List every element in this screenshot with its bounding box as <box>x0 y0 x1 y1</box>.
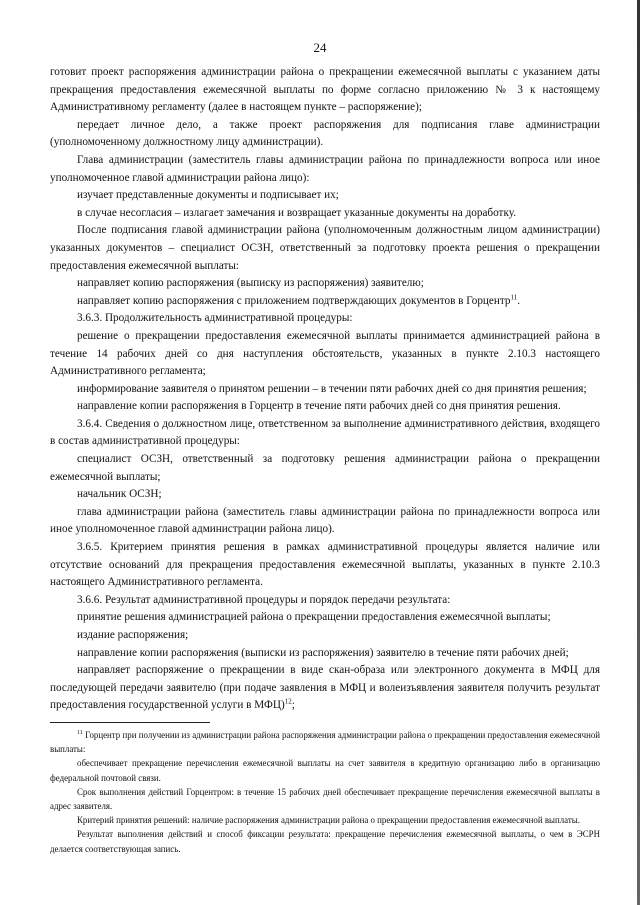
paragraph: 3.6.5. Критерием принятия решения в рамках административной процедуры является наличие или отсутствие оснований для прекращения предоставления ежемесячной выплаты, указанных в пункте 2.10.3 настоящего Административного регламента. <box>50 541 600 589</box>
paragraph: начальник ОСЗН; <box>77 488 162 501</box>
paragraph-with-footnote: направляет копию распоряжения с приложением подтверждающих документов в Горцентр$^{11}$. <box>77 292 521 307</box>
paragraph: 3.6.4. Сведения о должностном лице, ответственном за выполнение административного действия, входящего в состав административной процедуры: <box>50 417 600 448</box>
paragraph-with-footnote <box>50 662 600 715</box>
paragraph: 3.6.3. Продолжительность административной процедуры: <box>77 312 353 325</box>
paragraph: направление копии распоряжения в Горцентр в течение пяти рабочих дней со дня принятия решения. <box>77 400 561 413</box>
footnote-paragraph: Срок выполнения действий Горцентром: в течение 15 рабочих дней обеспечивает прекращение перечисления ежемесячной выплаты в адрес заявителя. <box>50 786 600 812</box>
footnote-reference: 11 <box>510 292 518 301</box>
paragraph: принятие решения администрацией района о прекращении предоставления ежемесячной выплаты; <box>77 611 551 624</box>
page-number: 24 <box>313 40 327 55</box>
paragraph: специалист ОСЗН, ответственный за подготовку решения администрации района о прекращении ежемесячной выплаты; <box>50 453 600 483</box>
paragraph-text: направляет распоряжение о прекращении в виде скан-образа или электронного документа в МФЦ для последующей передачи заявителю (при подаче заявления в МФЦ и волеизъявления заявителя получить результат предоставления государственной услуги в МФЦ) <box>50 664 600 712</box>
paragraph: 3.6.6. Результат административной процедуры и порядок передачи результата: <box>77 593 451 606</box>
paragraph: издание распоряжения; <box>77 629 189 641</box>
paragraph-end: ; <box>291 699 295 712</box>
footnotes <box>50 728 600 856</box>
paragraph: изучает представленные документы и подписывает их; <box>77 189 339 202</box>
paragraph: информирование заявителя о принятом решении – в течении пяти рабочих дней со дня принятия решения; <box>77 382 587 395</box>
footnote-separator <box>50 722 210 723</box>
footnote-11 <box>50 728 600 756</box>
footnote-paragraph: обеспечивает прекращение перечисления ежемесячной выплаты на счет заявителя в кредитную организацию либо в организацию федеральной почтовой связи. <box>50 758 600 783</box>
footnote-paragraph: Критерий принятия решений: наличие распоряжения администрации района о прекращении предоставления ежемесячной выплаты. <box>77 815 580 826</box>
paragraph: глава администрации района (заместитель главы администрации района по принадлежности вопроса или иное уполномоченное главой администрации района лицо). <box>50 505 600 536</box>
paragraph: решение о прекращении предоставления ежемесячной выплаты принимается администрацией района в течение 14 рабочих дней со дня наступления обстоятельств, указанных в пункте 2.10.3 настоящего Административного регламента; <box>50 329 600 378</box>
paragraph: После подписания главой администрации района (уполномоченным должностным лицом администрации) указанных документов – специалист ОСЗН, ответственный за подготовку проекта решения о прекращении предоставления ежемесячной выплаты: <box>50 224 600 272</box>
paragraph: Глава администрации (заместитель главы администрации района по принадлежности вопроса или иное уполномоченное главой администрации района лицо): <box>50 153 600 184</box>
paragraph: в случае несогласия – излагает замечания и возвращает указанные документы на доработку. <box>77 206 516 219</box>
paragraph: передает личное дело, а также проект распоряжения для подписания главе администрации (уполномоченному должностному лицу администрации). <box>50 118 600 149</box>
paragraph: направление копии распоряжения (выписки из распоряжения) заявителю в течение пяти рабочих дней; <box>77 646 569 659</box>
footnote-reference: 12 <box>284 697 292 706</box>
footnote-number: 11 <box>77 730 83 737</box>
footnote-text: Горцентр при получении из администрации района распоряжения администрации района о прекращении предоставления ежемесячной выплаты: <box>50 730 601 755</box>
page-body <box>50 64 600 715</box>
footnote-paragraph: Результат выполнения действий и способ фиксации результата: прекращение перечисления ежемесячной выплаты, о чем в ЭСРН делается соответствующая запись. <box>50 829 600 854</box>
paragraph-text: направляет копию распоряжения с приложением подтверждающих документов в Горцентр <box>77 294 511 307</box>
paragraph: направляет копию распоряжения (выписку из распоряжения) заявителю; <box>77 277 424 290</box>
paragraph: готовит проект распоряжения администрации района о прекращении ежемесячной выплаты с указанием даты прекращения предоставления ежемесячной выплаты по форме согласно приложению № 3 к настоящему Административному регламенту (далее в настоящем пункте – распоряжение); <box>50 66 600 114</box>
